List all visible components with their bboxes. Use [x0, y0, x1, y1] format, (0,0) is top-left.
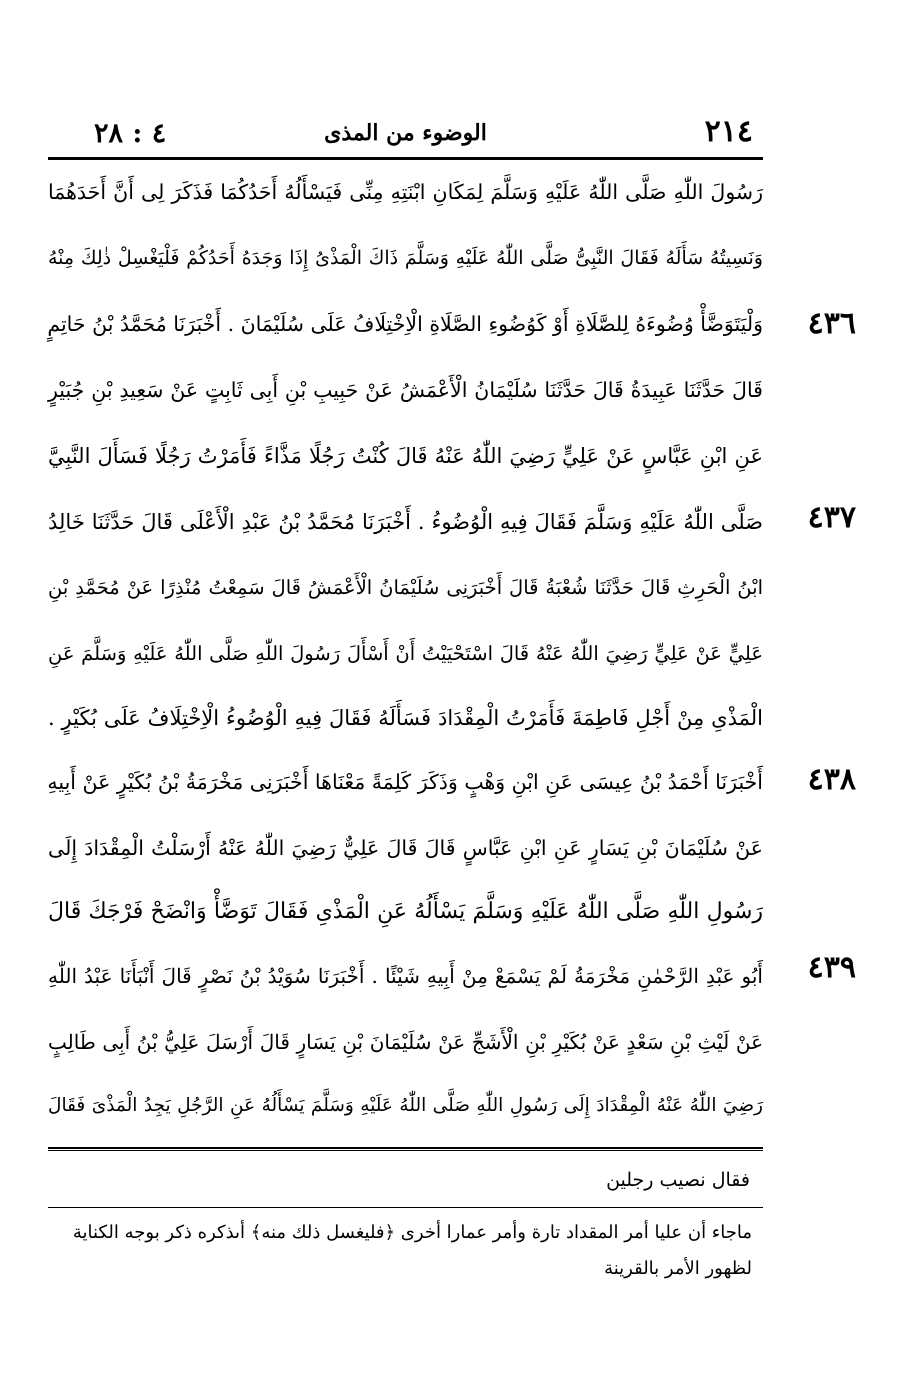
text-line: ابْنُ الْحَرِثِ قَالَ حَدَّثَنَا شُعْبَةُ قَالَ أَخْبَرَنِى سُلَيْمَانُ الْأَعْمَشُ قَالَ سَمِعْتُ مُنْذِرًا عَنْ مُحَمَّدِ بْنِ	[48, 576, 763, 599]
footnote-separator	[48, 1147, 763, 1149]
commentary-line: ماجاء أن عليا أمر المقداد تارة وأمر عمارا أخرى ﴿فليغسل ذلك منه﴾ أىذكره ذكر بوجه الكناية	[72, 1222, 752, 1243]
footnote-separator-inner	[48, 1150, 763, 1151]
text-line: وَلْيَتَوَضَّأْ وُضُوءَهُ لِلصَّلَاةِ أَوْ كَوُضُوءِ الصَّلَاةِ الْاِخْتِلَافُ عَلَى سُلَيْمَانَ . أَخْبَرَنَا مُحَمَّدُ بْنُ حَاتِمٍ	[47, 312, 763, 336]
page-number: ٢١٤	[704, 114, 753, 149]
chapter-title: الوضوء من المذى	[324, 120, 487, 146]
text-line: أَخْبَرَنَا أَحْمَدُ بْنُ عِيسَى عَنِ ابْنِ وَهْبٍ وَذَكَرَ كَلِمَةً مَعْنَاهَا أَخْبَرَنِى مَخْرَمَةُ بْنُ بُكَيْرٍ عَنْ أَبِيهِ	[47, 770, 763, 794]
text-line: وَنَسِيتُهُ سَأَلَهُ فَقَالَ النَّبِىُّ صَلَّى اللّٰهُ عَلَيْهِ وَسَلَّمَ ذَاكَ الْمَذْىُ إِذَا وَجَدَهُ أَحَدُكُمْ فَلْيَغْسِلْ ذٰلِكَ مِنْهُ	[48, 247, 763, 269]
commentary-note	[52, 1215, 752, 1287]
text-line: رَسُولَ اللّٰهِ صَلَّى اللّٰهُ عَلَيْهِ وَسَلَّمَ لِمَكَانِ ابْنَتِهِ مِنِّى فَيَسْأَلُهُ أَحَدُكُمَا فَذَكَرَ لِى أَنَّ أَحَدَهُمَا	[48, 180, 763, 204]
text-line: صَلَّى اللّٰهُ عَلَيْهِ وَسَلَّمَ فَقَالَ فِيهِ الْوُضُوءُ . أَخْبَرَنَا مُحَمَّدُ بْنُ عَبْدِ الْأَعْلَى قَالَ حَدَّثَنَا خَالِدُ	[48, 510, 763, 534]
section-reference: ٤ : ٢٨	[94, 118, 167, 149]
text-line: رَسُولِ اللّٰهِ صَلَّى اللّٰهُ عَلَيْهِ وَسَلَّمَ يَسْأَلُهُ عَنِ الْمَذْىِ فَقَالَ تَوَضَّأْ وَانْضَحْ فَرْجَكَ قَالَ	[48, 899, 763, 924]
text-line: عَنْ لَيْثِ بْنِ سَعْدٍ عَنْ بُكَيْرِ بْنِ الْأَشَجِّ عَنْ سُلَيْمَانَ بْنِ يَسَارٍ قَالَ أَرْسَلَ عَلِيُّ بْنُ أَبِى طَالِبٍ	[48, 1030, 763, 1054]
page-header	[48, 108, 763, 158]
text-line: الْمَذْىِ مِنْ أَجْلِ فَاطِمَةَ فَأَمَرْتُ الْمِقْدَادَ فَسَأَلَهُ فَقَالَ فِيهِ الْوُضُوءُ الْاِخْتِلَافُ عَلَى بُكَيْرٍ .	[48, 706, 763, 730]
hadith-number: ٤٣٨	[807, 762, 856, 797]
text-line: عَنْ سُلَيْمَانَ بْنِ يَسَارٍ عَنِ ابْنِ عَبَّاسٍ قَالَ قَالَ عَلِيٌّ رَضِيَ اللّٰهُ عَنْهُ أَرْسَلْتُ الْمِقْدَادَ إِلَى	[48, 836, 763, 860]
text-line: أَبُو عَبْدِ الرَّحْمٰنِ مَخْرَمَةُ لَمْ يَسْمَعْ مِنْ أَبِيهِ شَيْئًا . أَخْبَرَنَا سُوَيْدُ بْنُ نَصْرٍ قَالَ أَنْبَأَنَا عَبْدُ اللّٰهِ	[48, 964, 763, 988]
commentary-line: لظهور الأمر بالقرينة	[604, 1258, 752, 1279]
text-line: عَنِ ابْنِ عَبَّاسٍ عَنْ عَلِيٍّ رَضِيَ اللّٰهُ عَنْهُ قَالَ كُنْتُ رَجُلًا مَذَّاءً فَأَمَرْتُ رَجُلًا فَسَأَلَ النَّبِيَّ	[48, 444, 763, 468]
footnote-rule	[48, 1207, 763, 1208]
hadith-number: ٤٣٦	[807, 306, 856, 341]
text-line: رَضِيَ اللّٰهُ عَنْهُ الْمِقْدَادَ إِلَى رَسُولِ اللّٰهِ صَلَّى اللّٰهُ عَلَيْهِ وَسَلَّمَ يَسْأَلُهُ عَنِ الرَّجُلِ يَجِدُ الْمَذْىَ فَقَالَ	[48, 1095, 763, 1116]
hadith-number: ٤٣٩	[807, 950, 856, 985]
text-line: قَالَ حَدَّثَنَا عَبِيدَةُ قَالَ حَدَّثَنَا سُلَيْمَانُ الْأَعْمَشُ عَنْ حَبِيبِ بْنِ أَبِى ثَابِتٍ عَنْ سَعِيدِ بْنِ جُبَيْرٍ	[48, 378, 763, 402]
hadith-number: ٤٣٧	[807, 500, 856, 535]
footnote: فقال نصيب رجلين	[606, 1169, 750, 1191]
text-line: عَلِيٍّ عَنْ عَلِيٍّ رَضِيَ اللّٰهُ عَنْهُ قَالَ اسْتَحْيَيْتُ أَنْ أَسْأَلَ رَسُولَ اللّٰهِ صَلَّى اللّٰهُ عَلَيْهِ وَسَلَّمَ عَنِ	[48, 642, 763, 665]
